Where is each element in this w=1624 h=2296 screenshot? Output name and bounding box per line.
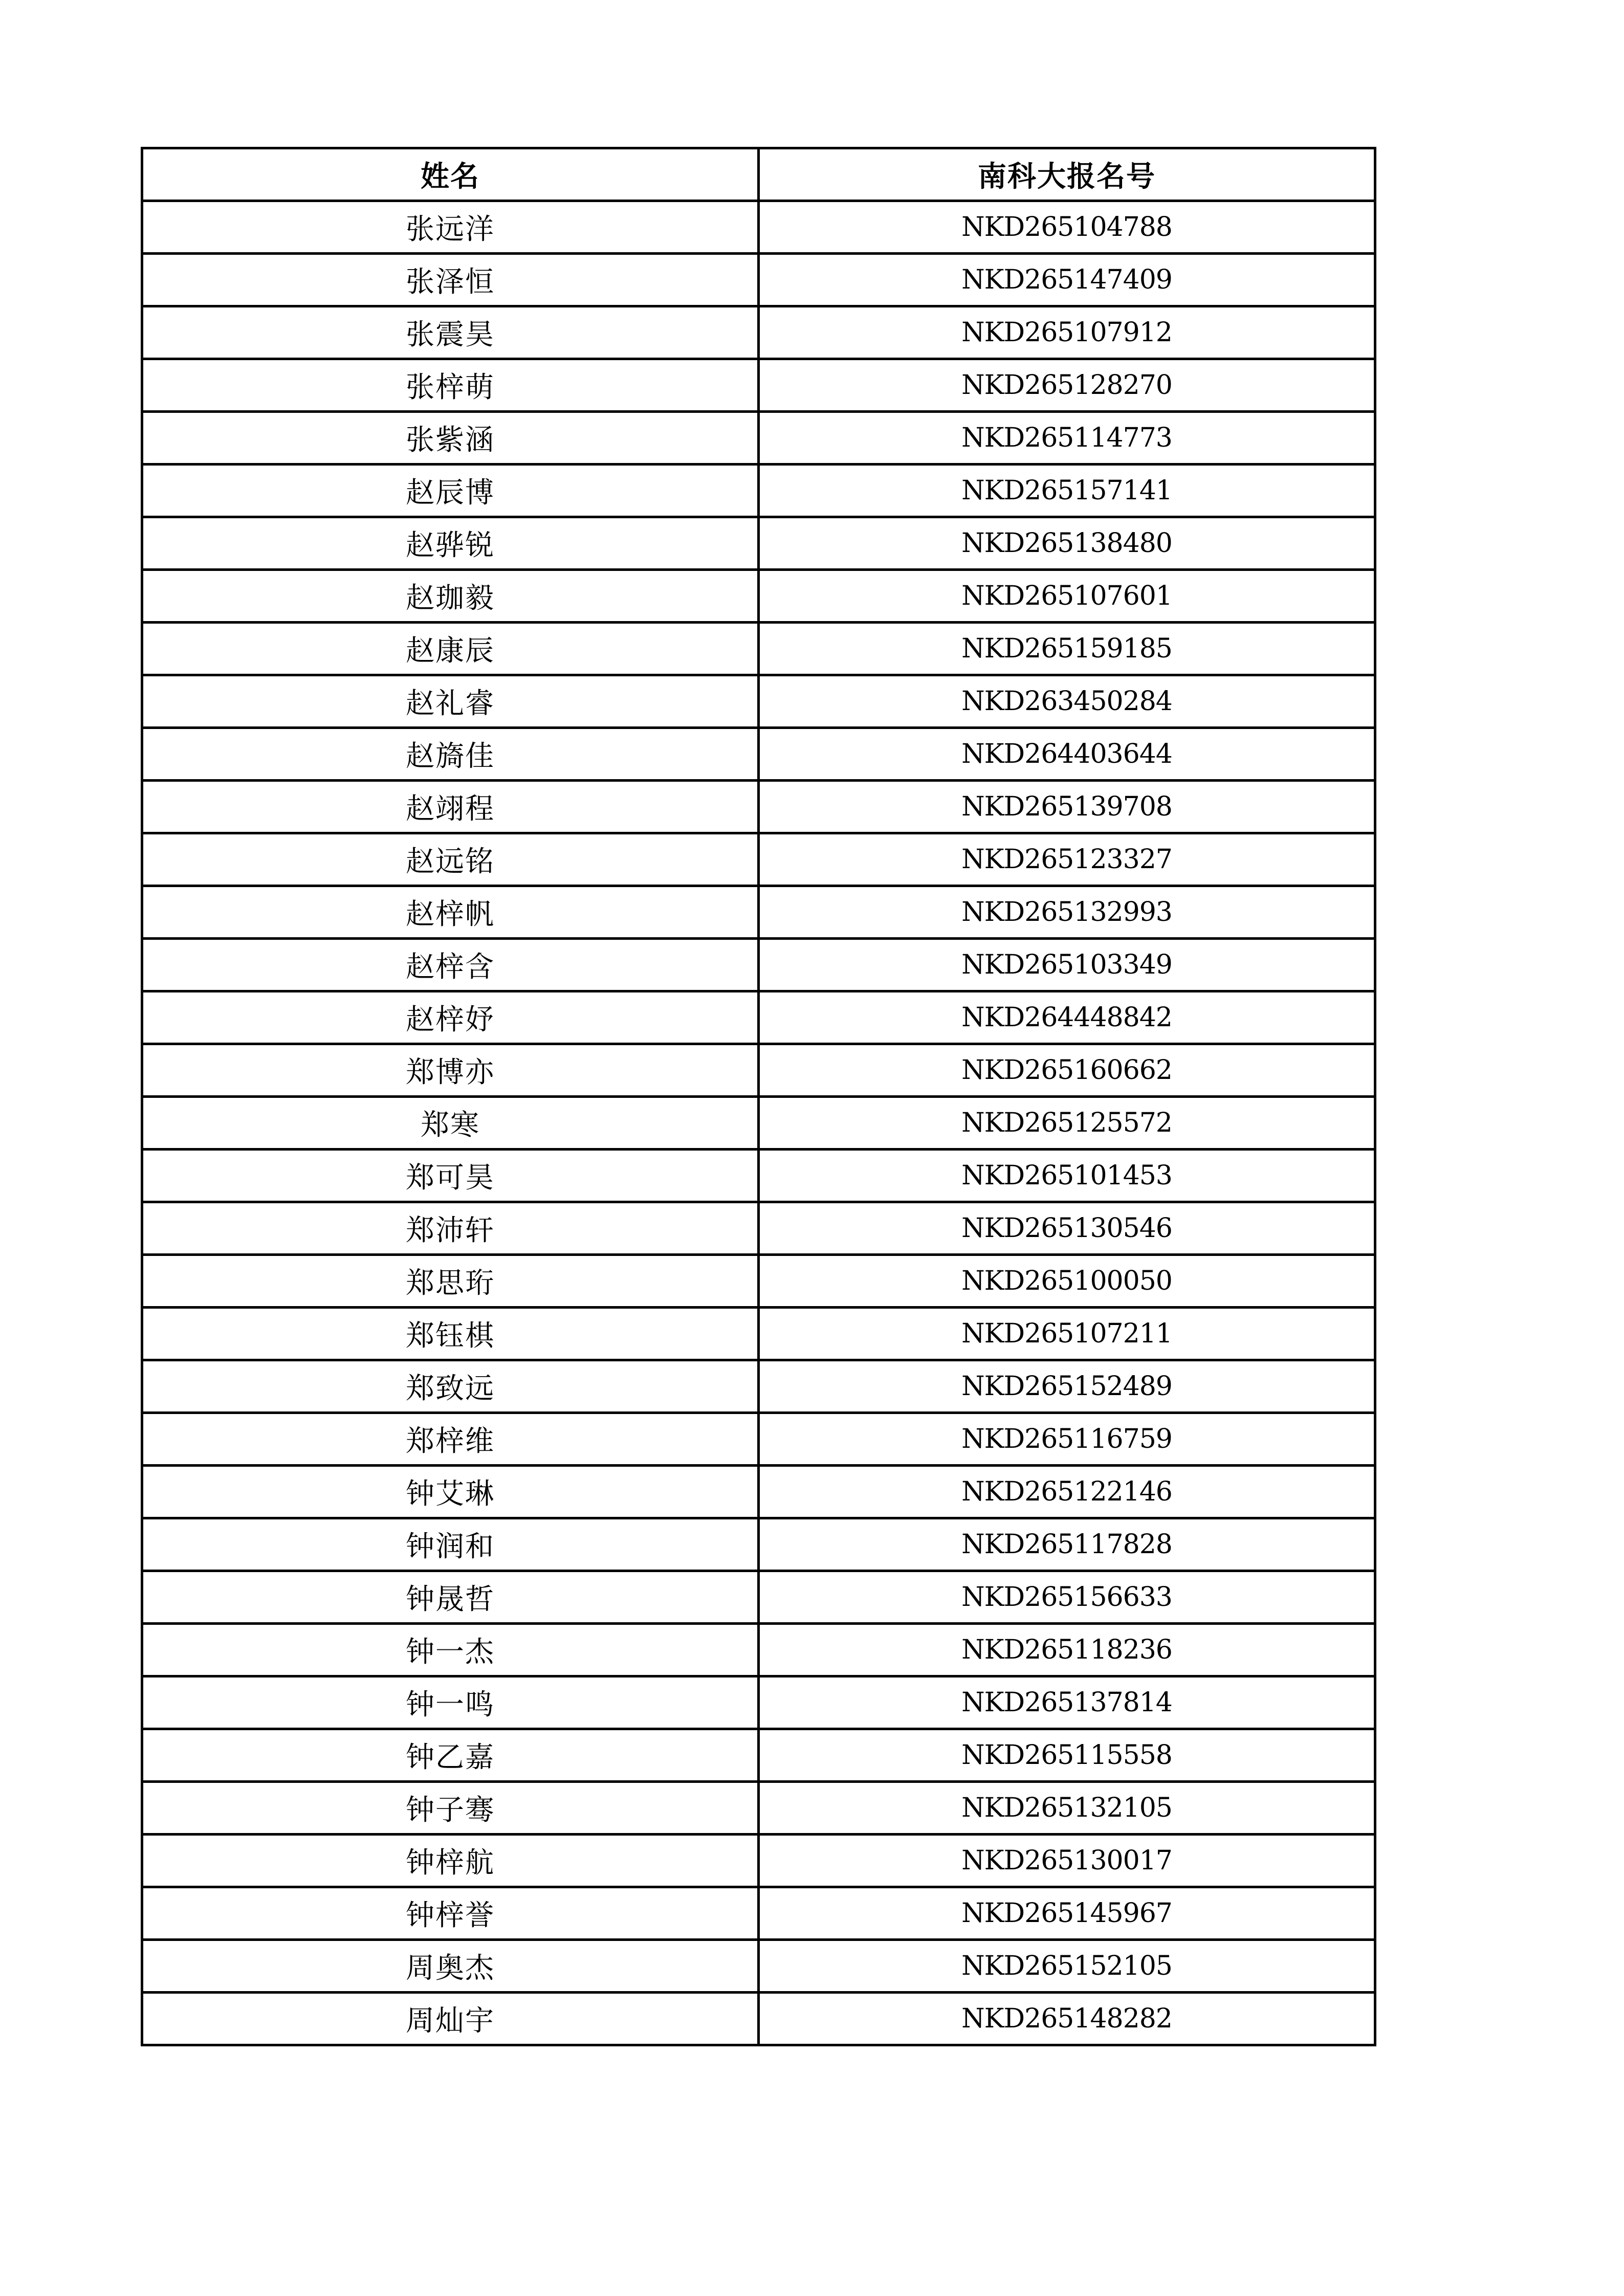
- table-row: [142, 359, 1375, 412]
- student-name-cell: 赵梓含: [142, 939, 759, 991]
- student-name-cell: 张紫涵: [142, 412, 759, 465]
- column-header-registration-number: 南科大报名号: [759, 148, 1375, 201]
- registration-number-cell: NKD265160662: [759, 1044, 1375, 1097]
- student-name-cell: 郑博亦: [142, 1044, 759, 1097]
- registration-number-cell: NKD265116759: [759, 1413, 1375, 1466]
- student-name-cell: 张梓萌: [142, 359, 759, 412]
- table-row: [142, 675, 1375, 728]
- registration-number-cell: NKD265130017: [759, 1835, 1375, 1887]
- student-name-cell: 钟梓航: [142, 1835, 759, 1887]
- registration-number-cell: NKD265152489: [759, 1360, 1375, 1413]
- registration-number-cell: NKD265137814: [759, 1676, 1375, 1729]
- registration-number-cell: NKD265118236: [759, 1624, 1375, 1676]
- student-name-cell: 赵梓妤: [142, 991, 759, 1044]
- table-row: [142, 1466, 1375, 1518]
- table-row: [142, 254, 1375, 306]
- table-row: [142, 623, 1375, 675]
- student-name-cell: 赵礼睿: [142, 675, 759, 728]
- table-header-row: [142, 148, 1375, 201]
- student-name-cell: 钟润和: [142, 1518, 759, 1571]
- registration-number-cell: NKD265125572: [759, 1097, 1375, 1150]
- student-name-cell: 钟子骞: [142, 1782, 759, 1835]
- student-name-cell: 郑致远: [142, 1360, 759, 1413]
- table-row: [142, 886, 1375, 939]
- table-row: [142, 1940, 1375, 1993]
- student-name-cell: 钟一杰: [142, 1624, 759, 1676]
- registration-number-cell: NKD265104788: [759, 201, 1375, 254]
- registration-number-cell: NKD265107211: [759, 1308, 1375, 1360]
- student-name-cell: 赵旖佳: [142, 728, 759, 781]
- registration-number-cell: NKD265123327: [759, 833, 1375, 886]
- student-name-cell: 赵骅锐: [142, 517, 759, 570]
- table-row: [142, 1413, 1375, 1466]
- table-row: [142, 1202, 1375, 1255]
- registration-number-cell: NKD265103349: [759, 939, 1375, 991]
- registration-number-cell: NKD264448842: [759, 991, 1375, 1044]
- registration-number-cell: NKD265132993: [759, 886, 1375, 939]
- student-name-cell: 赵辰博: [142, 465, 759, 517]
- table-row: [142, 1676, 1375, 1729]
- table-row: [142, 728, 1375, 781]
- student-name-cell: 郑可昊: [142, 1150, 759, 1202]
- student-name-cell: 郑寒: [142, 1097, 759, 1150]
- table-row: [142, 781, 1375, 833]
- registration-number-cell: NKD265159185: [759, 623, 1375, 675]
- registration-number-cell: NKD265128270: [759, 359, 1375, 412]
- table-row: [142, 1782, 1375, 1835]
- table-row: [142, 1624, 1375, 1676]
- student-name-cell: 赵梓帆: [142, 886, 759, 939]
- student-name-cell: 张泽恒: [142, 254, 759, 306]
- table-row: [142, 991, 1375, 1044]
- table-row: [142, 833, 1375, 886]
- registration-number-cell: NKD265156633: [759, 1571, 1375, 1624]
- registration-number-cell: NKD265101453: [759, 1150, 1375, 1202]
- registration-number-cell: NKD265145967: [759, 1887, 1375, 1940]
- registration-number-cell: NKD265100050: [759, 1255, 1375, 1308]
- table-row: [142, 1255, 1375, 1308]
- registration-number-cell: NKD265117828: [759, 1518, 1375, 1571]
- student-name-cell: 赵珈毅: [142, 570, 759, 623]
- student-name-cell: 郑沛轩: [142, 1202, 759, 1255]
- table-row: [142, 1097, 1375, 1150]
- registration-number-cell: NKD265130546: [759, 1202, 1375, 1255]
- registration-number-cell: NKD265122146: [759, 1466, 1375, 1518]
- student-name-cell: 郑思珩: [142, 1255, 759, 1308]
- student-name-cell: 钟晟哲: [142, 1571, 759, 1624]
- student-name-cell: 周灿宇: [142, 1993, 759, 2045]
- table-row: [142, 201, 1375, 254]
- student-name-cell: 钟梓誉: [142, 1887, 759, 1940]
- table-row: [142, 1887, 1375, 1940]
- table-row: [142, 570, 1375, 623]
- table-row: [142, 1150, 1375, 1202]
- table-row: [142, 1571, 1375, 1624]
- registration-number-cell: NKD265157141: [759, 465, 1375, 517]
- table-row: [142, 1308, 1375, 1360]
- student-name-cell: 张震昊: [142, 306, 759, 359]
- registration-number-cell: NKD265139708: [759, 781, 1375, 833]
- student-name-cell: 郑梓维: [142, 1413, 759, 1466]
- table-row: [142, 1360, 1375, 1413]
- registration-number-cell: NKD265107912: [759, 306, 1375, 359]
- student-name-cell: 赵远铭: [142, 833, 759, 886]
- table-body: [142, 201, 1375, 2045]
- registration-number-cell: NKD265147409: [759, 254, 1375, 306]
- table-row: [142, 1729, 1375, 1782]
- student-name-cell: 周奥杰: [142, 1940, 759, 1993]
- student-name-cell: 钟艾琳: [142, 1466, 759, 1518]
- table-row: [142, 939, 1375, 991]
- student-name-cell: 赵康辰: [142, 623, 759, 675]
- registration-number-cell: NKD263450284: [759, 675, 1375, 728]
- student-name-cell: 钟乙嘉: [142, 1729, 759, 1782]
- student-name-cell: 赵翊程: [142, 781, 759, 833]
- registration-number-cell: NKD265114773: [759, 412, 1375, 465]
- student-name-cell: 郑钰棋: [142, 1308, 759, 1360]
- table-row: [142, 465, 1375, 517]
- registration-number-cell: NKD265148282: [759, 1993, 1375, 2045]
- registration-number-cell: NKD265115558: [759, 1729, 1375, 1782]
- student-name-cell: 张远洋: [142, 201, 759, 254]
- registration-number-cell: NKD265132105: [759, 1782, 1375, 1835]
- table-row: [142, 1835, 1375, 1887]
- table-row: [142, 1044, 1375, 1097]
- registration-number-cell: NKD264403644: [759, 728, 1375, 781]
- table-row: [142, 1993, 1375, 2045]
- registration-number-cell: NKD265152105: [759, 1940, 1375, 1993]
- registration-table: [141, 147, 1376, 2046]
- table-row: [142, 1518, 1375, 1571]
- table-row: [142, 306, 1375, 359]
- table-row: [142, 517, 1375, 570]
- registration-number-cell: NKD265107601: [759, 570, 1375, 623]
- table-row: [142, 412, 1375, 465]
- registration-number-cell: NKD265138480: [759, 517, 1375, 570]
- student-name-cell: 钟一鸣: [142, 1676, 759, 1729]
- column-header-name: 姓名: [142, 148, 759, 201]
